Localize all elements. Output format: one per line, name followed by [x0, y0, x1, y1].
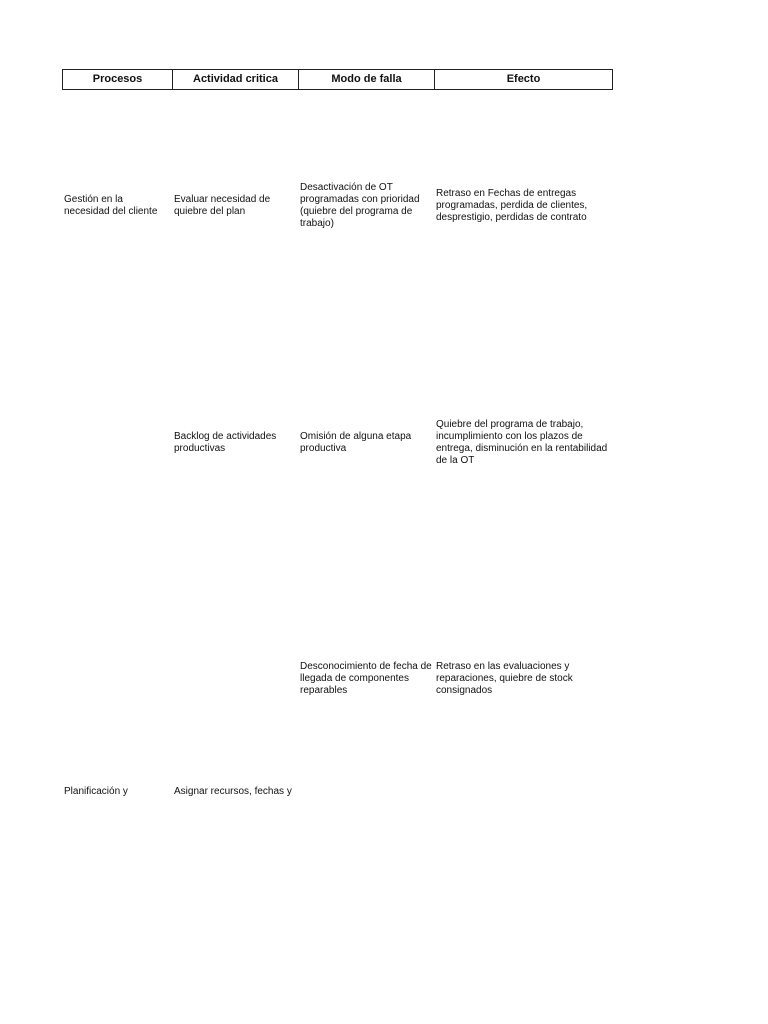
row-4-proceso: Planificación y — [64, 786, 128, 797]
row-4-actividad: Asignar recursos, fechas y — [174, 786, 292, 797]
header-actividad-critica: Actividad critica — [173, 70, 299, 89]
row-1-efecto: Retraso en Fechas de entregas programadas, perdida de clientes, desprestigio, perdidas de contrato — [436, 188, 588, 223]
header-procesos: Procesos — [63, 70, 173, 89]
row-1-proceso: Gestión en la necesidad del cliente — [64, 194, 158, 217]
row-2-modo: Omisión de alguna etapa productiva — [300, 431, 412, 454]
table-header — [62, 69, 613, 90]
row-1-actividad: Evaluar necesidad de quiebre del plan — [174, 194, 271, 217]
row-3-modo: Desconocimiento de fecha de llegada de componentes reparables — [300, 661, 432, 696]
row-1-modo: Desactivación de OT programadas con prioridad (quiebre del programa de trabajo) — [300, 182, 420, 229]
row-2-efecto: Quiebre del programa de trabajo, incumplimiento con los plazos de entrega, disminución en la rentabilidad de la OT — [436, 419, 608, 466]
header-efecto: Efecto — [506, 73, 541, 85]
header-modo-de-falla: Modo de falla — [299, 70, 435, 89]
row-3-efecto: Retraso en las evaluaciones y reparaciones, quiebre de stock consignados — [436, 661, 573, 696]
row-2-actividad: Backlog de actividades productivas — [174, 431, 277, 454]
